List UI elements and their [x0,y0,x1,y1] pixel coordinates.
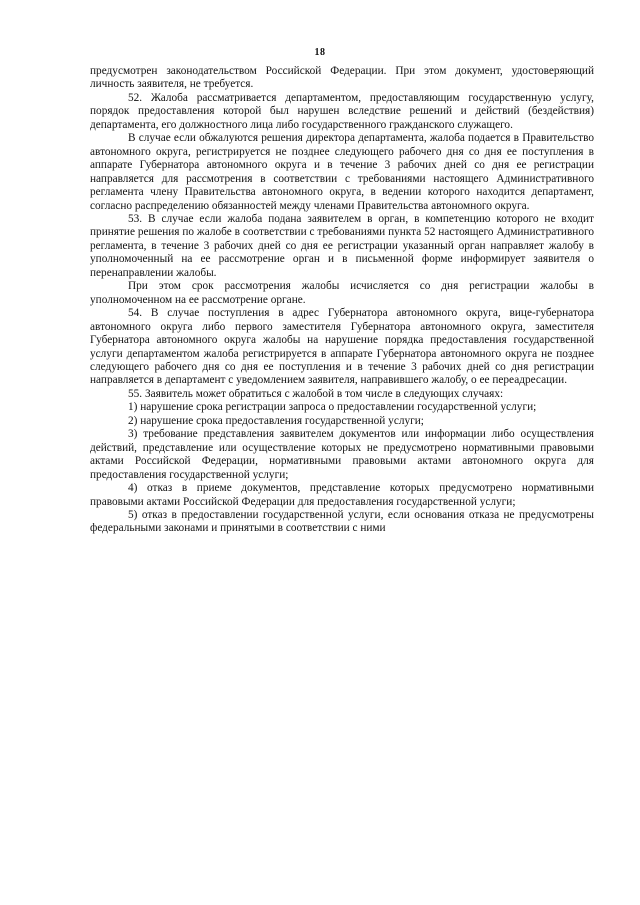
paragraph-53: 53. В случае если жалоба подана заявителем в орган, в компетенцию которого не входит принятие решения по жалобе в соответствии с требованиями пункта 52 настоящего Административного регламента, в течение 3 рабочих дней со дня ее регистрации указанный орган направляет жалобу в уполномоченный на ее рассмотрение орган и в письменной форме информирует заявителя о перенаправлении жалобы. [90,212,594,279]
page-number: 18 [314,47,326,58]
list-item-3: 3) требование представления заявителем документов или информации либо осуществления действий, представление или осуществление которых не предусмотрено нормативными правовыми актами Российской Федерации, нормативными правовыми актами автономного округа для предоставления государственной услуги; [90,428,594,481]
document-body [90,65,594,536]
paragraph-55: 55. Заявитель может обратиться с жалобой в том числе в следующих случаях: [128,387,504,400]
list-item-4: 4) отказ в приеме документов, представление которых предусмотрено нормативными правовыми актами Российской Федерации для предоставления государственной услуги; [90,482,594,508]
list-item-5: 5) отказ в предоставлении государственной услуги, если основания отказа не предусмотрены федеральными законами и принятыми в соответствии с ними [90,508,594,535]
list-item-2: 2) нарушение срока предоставления государственной услуги; [128,414,424,427]
paragraph-continuation: предусмотрен законодательством Российской Федерации. При этом документ, удостоверяющий личность заявителя, не требуется. [90,65,594,91]
paragraph-54: 54. В случае поступления в адрес Губернатора автономного округа, вице-губернатора автономного округа либо первого заместителя Губернатора автономного округа, заместителя Губернатора автономного округа жалобы на нарушение порядка предоставления государственной услуги департаментом жалоба регистрируется в аппарате Губернатора автономного округа не позднее следующего рабочего дня со дня ее поступления и в течение 3 рабочих дней со дня регистрации направляется в департамент с уведомлением заявителя, направившего жалобу, о ее переадресации. [90,307,594,387]
paragraph-53-term: При этом срок рассмотрения жалобы исчисляется со дня регистрации жалобы в уполномоченном на ее рассмотрение органе. [90,280,594,306]
paragraph-52-director-appeal: В случае если обжалуются решения директора департамента, жалоба подается в Правительство автономного округа, регистрируется не позднее следующего рабочего дня со дня ее поступления в аппарате Губернатора автономного округа и в течение 3 рабочих дней со дня ее регистрации направляется для рассмотрения в соответствии с требованиями настоящего Административного регламента члену Правительства автономного округа, в ведении которого находится департамент, согласно распределению обязанностей между членами Правительства автономного округа. [90,132,594,212]
paragraph-52: 52. Жалоба рассматривается департаментом, предоставляющим государственную услугу, порядок предоставления которой был нарушен вследствие решений и действий (бездействия) департамента, его должностного лица либо государственного гражданского служащего. [90,91,594,131]
list-item-1: 1) нарушение срока регистрации запроса о предоставлении государственной услуги; [128,401,537,414]
